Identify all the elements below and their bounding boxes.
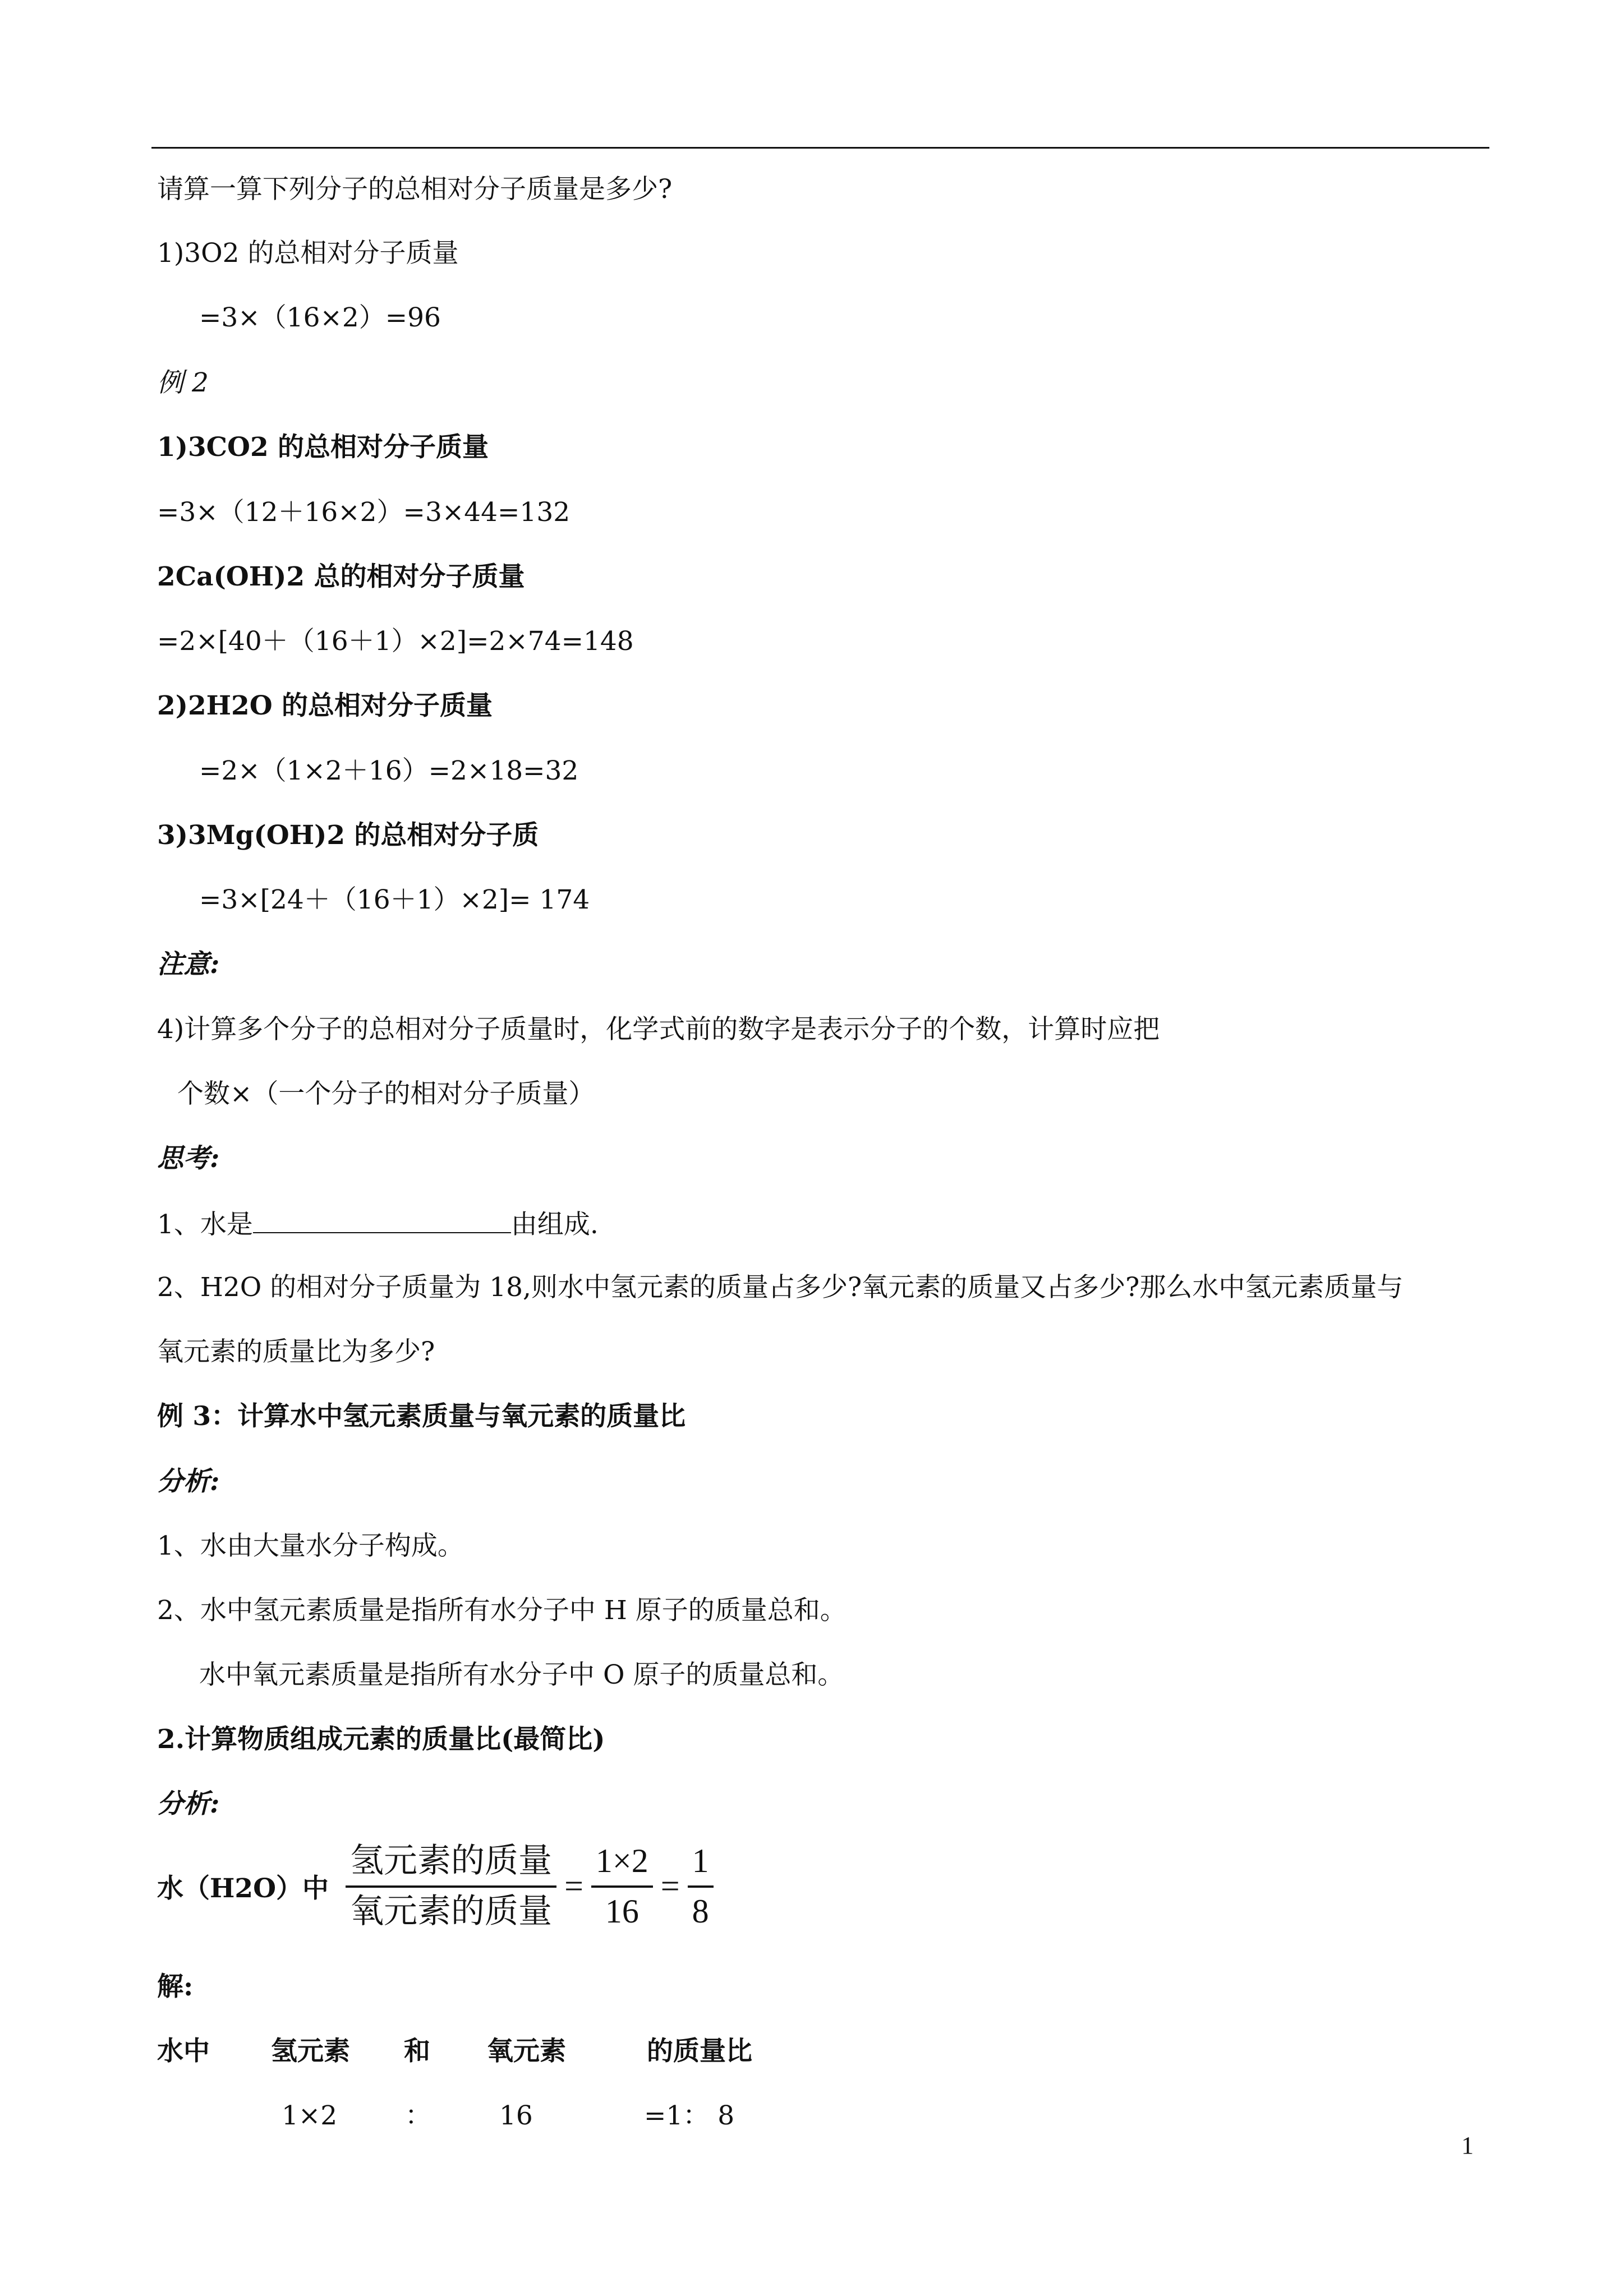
think-heading: 思考:: [157, 1143, 220, 1174]
fraction-names: [346, 1839, 556, 1933]
equals-sign: =: [660, 1867, 680, 1905]
example-3-heading: 例 3：计算水中氢元素质量与氧元素的质量比: [157, 1401, 686, 1432]
question-intro: 请算一算下列分子的总相对分子质量是多少?: [157, 174, 673, 205]
example-2-item-3-label: 3)3Mg(OH)2 的总相对分子质: [157, 820, 539, 851]
table-header-water: 水中: [157, 2036, 210, 2067]
fraction-names-denominator: 氧元素的质量: [350, 1893, 553, 1930]
solution-heading: 解:: [157, 1971, 194, 2002]
example-2-heading: 例 2: [157, 367, 209, 398]
fraction-simplified: [688, 1839, 714, 1933]
analysis-heading-1: 分析:: [157, 1466, 220, 1497]
think-question-1-prefix: 1、水是: [157, 1209, 253, 1240]
header-rule: [151, 147, 1489, 149]
example-2-item-1-label: 1)3CO2 的总相对分子质量: [157, 432, 489, 463]
fraction-names-numerator: 氢元素的质量: [346, 1839, 556, 1888]
section-2-heading: 2.计算物质组成元素的质量比(最简比): [157, 1724, 605, 1755]
example-2-ca-label: 2Ca(OH)2 总的相对分子质量: [157, 561, 525, 592]
note-text-continued: 个数×（一个分子的相对分子质量）: [177, 1078, 595, 1109]
fraction-values: [591, 1839, 653, 1933]
note-text: 4)计算多个分子的总相对分子质量时，化学式前的数字是表示分子的个数，计算时应把: [157, 1014, 1160, 1045]
think-question-2: 2、H2O 的相对分子质量为 18,则水中氢元素的质量占多少?氧元素的质量又占多少?那么水中氢元素质量与: [157, 1272, 1404, 1303]
example-2-item-1-calc: =3×（12＋16×2）=3×44=132: [157, 497, 571, 528]
table-header-oxygen: 氧元素: [487, 2036, 566, 2067]
table-cell-ratio-result: =1： 8: [644, 2100, 735, 2131]
example-2-item-2-label: 2)2H2O 的总相对分子质量: [157, 690, 493, 721]
example-2-ca-calc: =2×[40＋（16＋1）×2]=2×74=148: [157, 626, 634, 657]
analysis-heading-2: 分析:: [157, 1788, 220, 1819]
table-cell-hydrogen-value: 1×2: [282, 2100, 338, 2131]
fill-in-blank: [253, 1206, 511, 1233]
table-header-hydrogen: 氢元素: [271, 2036, 350, 2067]
think-question-1: [157, 1206, 599, 1242]
page-number: 1: [1461, 2132, 1474, 2159]
table-cell-oxygen-value: 16: [499, 2100, 533, 2131]
fraction-simplified-denominator: 8: [692, 1893, 709, 1930]
think-question-1-suffix: 由组成.: [510, 1209, 599, 1240]
note-heading: 注意:: [157, 949, 220, 980]
example-2-item-3-calc: =3×[24＋（16＋1）×2]= 174: [199, 884, 590, 915]
equals-sign: =: [564, 1867, 583, 1905]
formula-lead: 水（H2O）中: [157, 1873, 329, 1904]
analysis-point-2: 2、水中氢元素质量是指所有水分子中 H 原子的质量总和。: [157, 1595, 846, 1626]
item-1-label: 1)3O2 的总相对分子质量: [157, 238, 459, 269]
think-question-2-continued: 氧元素的质量比为多少?: [157, 1336, 435, 1367]
analysis-point-2-continued: 水中氧元素质量是指所有水分子中 O 原子的质量总和。: [199, 1659, 844, 1690]
example-2-item-2-calc: =2×（1×2＋16）=2×18=32: [199, 755, 579, 786]
mass-ratio-formula: [157, 1839, 717, 1933]
analysis-point-1: 1、水由大量水分子构成。: [157, 1530, 464, 1561]
table-header-mass-ratio: 的质量比: [647, 2036, 752, 2067]
fraction-values-numerator: 1×2: [591, 1839, 653, 1888]
fraction-simplified-numerator: 1: [688, 1839, 714, 1888]
table-cell-colon: ：: [405, 2100, 431, 2131]
fraction-values-denominator: 16: [605, 1893, 639, 1930]
item-1-calc: =3×（16×2）=96: [199, 302, 441, 333]
table-header-and: 和: [404, 2036, 430, 2067]
